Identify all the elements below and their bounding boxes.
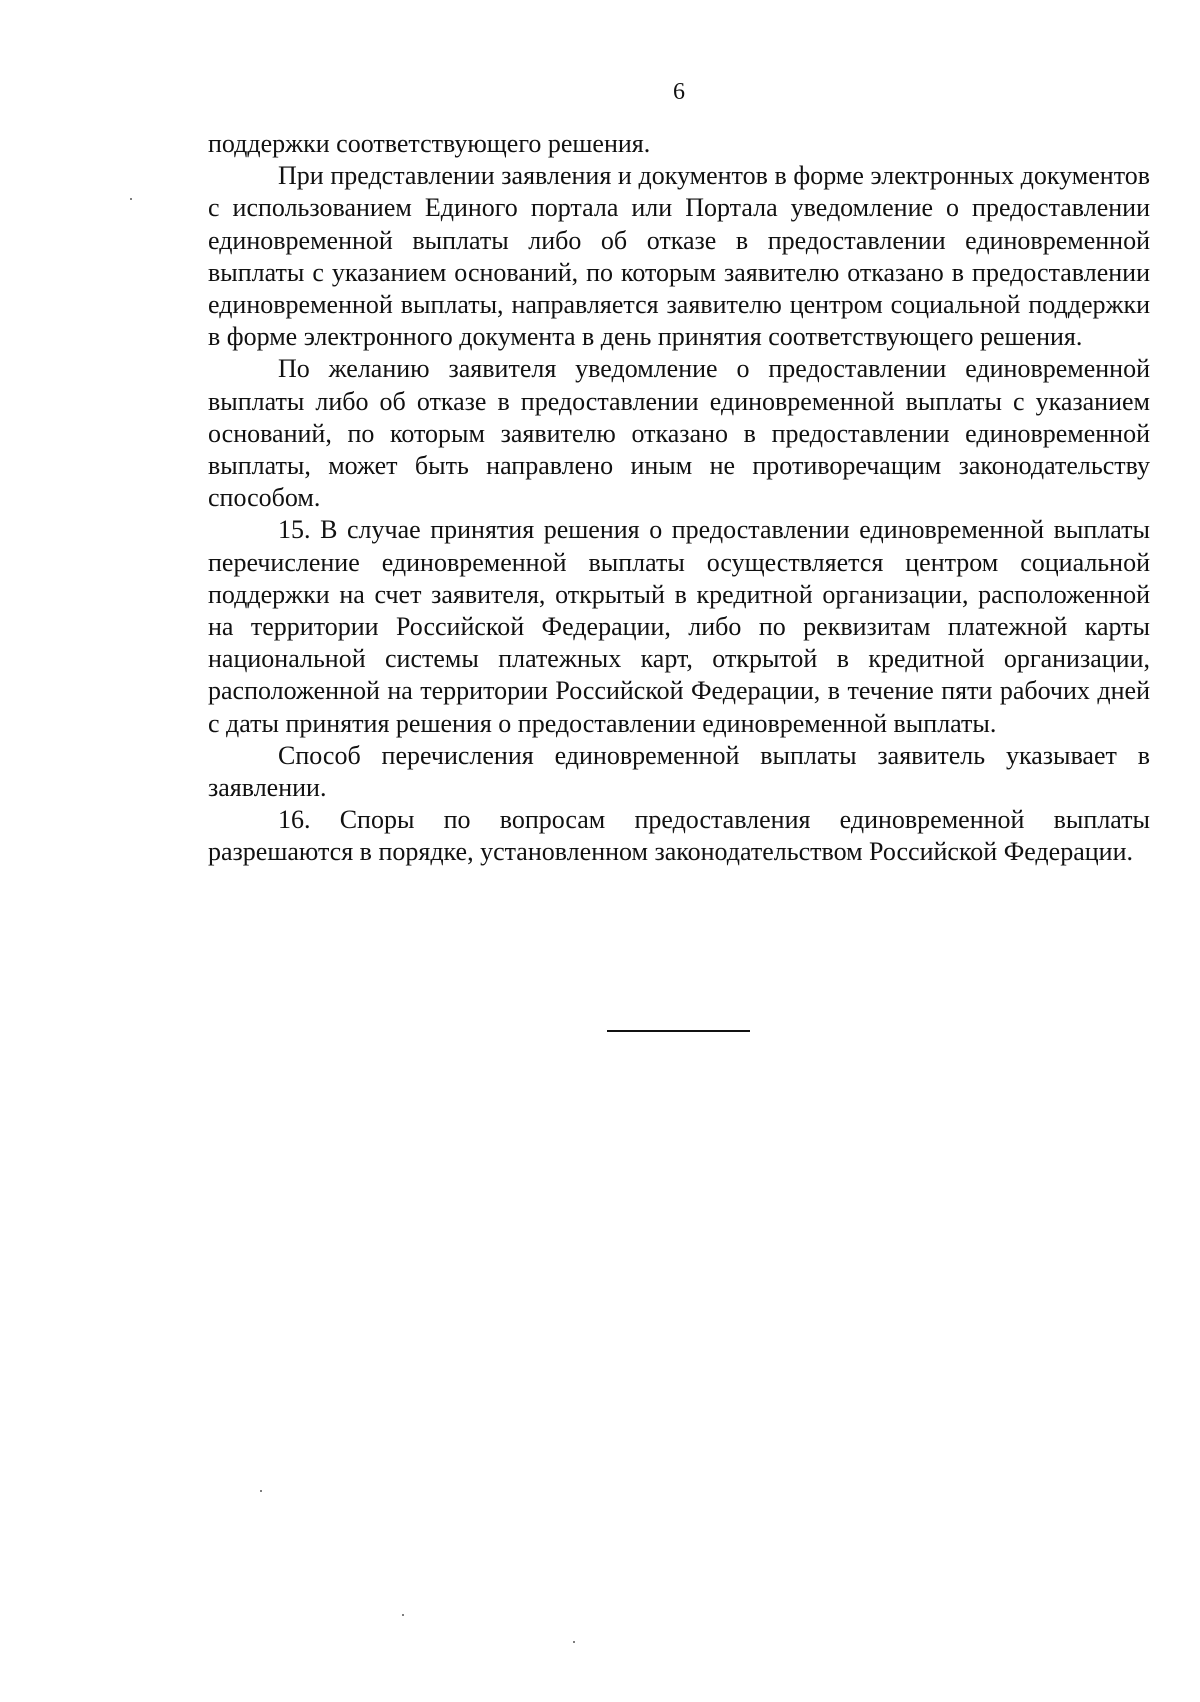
paragraph-item-16: 16. Споры по вопросам предоставления единовременной выплаты разрешаются в порядке, установленном законодательством Российской Федерации.: [208, 805, 1150, 867]
end-of-text-rule: [607, 1030, 750, 1032]
paragraph-continuation: поддержки соответствующего решения.: [208, 129, 651, 158]
scan-speck: [130, 198, 132, 200]
page-number: 6: [673, 79, 685, 105]
paragraph-item-15: 15. В случае принятия решения о предоставлении единовременной выплаты перечисление единовременной выплаты осуществляется центром социальной поддержки на счет заявителя, открытый в кредитной организации, расположенной на территории Российской Федерации, либо по реквизитам платежной карты национальной системы платежных карт, открытой в кредитной организации, расположенной на территории Российской Федерации, в течение пяти рабочих дней с даты принятия решения о предоставлении единовременной выплаты.: [208, 515, 1150, 738]
paragraph-electronic-notification: При представлении заявления и документов в форме электронных документов с использованием Единого портала или Портала уведомление о предоставлении единовременной выплаты либо об отказе в предоставлении единовременной выплаты с указанием оснований, по которым заявителю отказано в предоставлении единовременной выплаты, направляется заявителю центром социальной поддержки в форме электронного документа в день принятия соответствующего решения.: [208, 161, 1150, 352]
paragraph-notification-by-request: По желанию заявителя уведомление о предоставлении единовременной выплаты либо об отказе в предоставлении единовременной выплаты с указанием оснований, по которым заявителю отказано в предоставлении единовременной выплаты, может быть направлено иным не противоречащим законодательству способом.: [208, 354, 1150, 513]
document-body: [208, 128, 1150, 869]
scan-speck: [402, 1614, 404, 1616]
scan-speck: [260, 1490, 262, 1492]
scan-speck: [573, 1641, 575, 1643]
paragraph-payment-method: Способ перечисления единовременной выплаты заявитель указывает в заявлении.: [208, 740, 1150, 803]
